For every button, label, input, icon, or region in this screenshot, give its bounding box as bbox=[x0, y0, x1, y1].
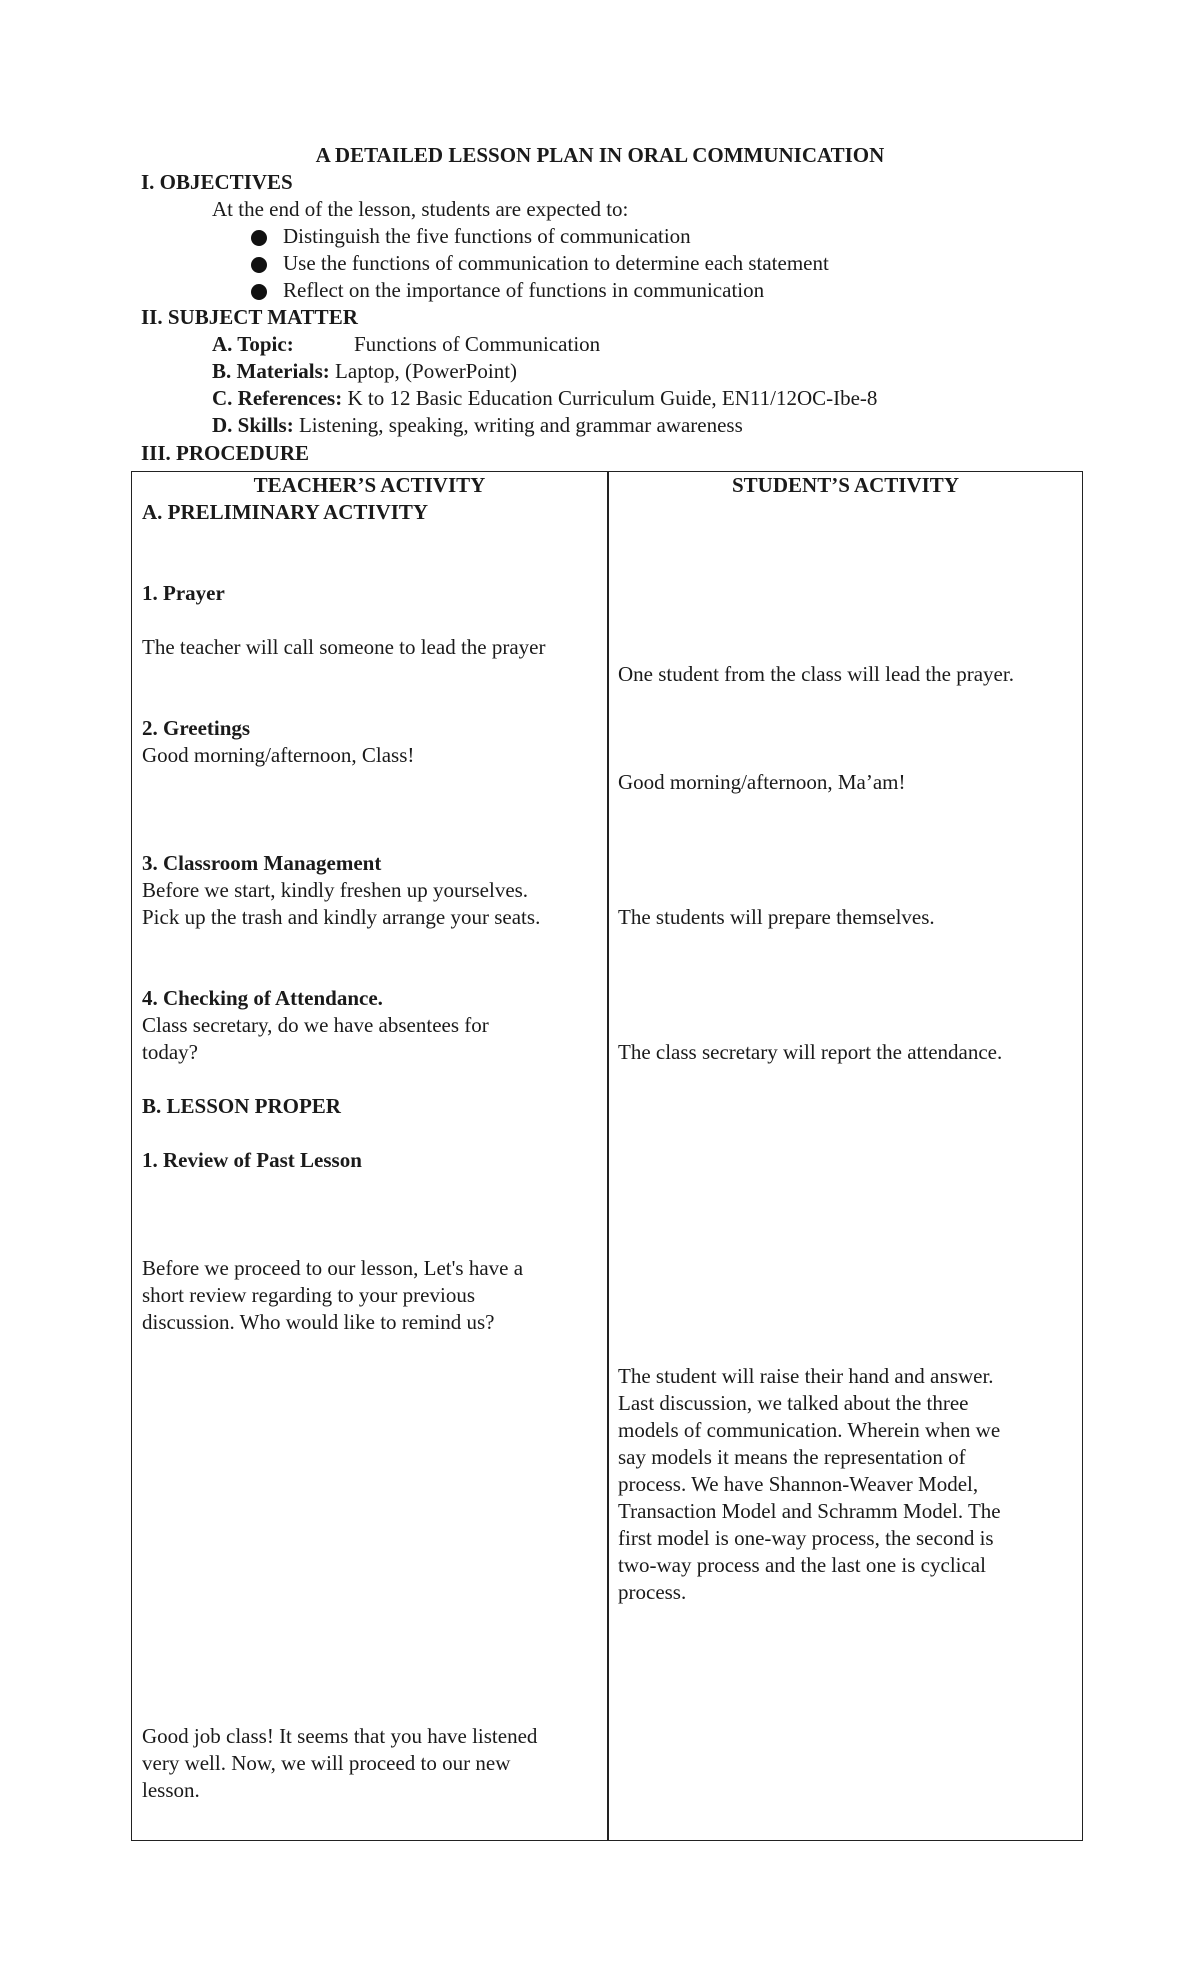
skills-label: D. Skills: bbox=[212, 413, 294, 437]
subject-matter-heading: II. SUBJECT MATTER bbox=[141, 305, 358, 329]
review-student-line: say models it means the representation of bbox=[618, 1445, 966, 1469]
attendance-teacher-line: Class secretary, do we have absentees for bbox=[142, 1013, 489, 1037]
objectives-heading: I. OBJECTIVES bbox=[141, 170, 293, 194]
review-student-line: models of communication. Wherein when we bbox=[618, 1418, 1001, 1442]
materials-line bbox=[212, 358, 517, 385]
objective-item: Use the functions of communication to determine each statement bbox=[283, 251, 829, 275]
column-divider bbox=[607, 472, 609, 1840]
review-student-line: process. We have Shannon-Weaver Model, bbox=[618, 1472, 979, 1496]
prayer-student-text: One student from the class will lead the prayer. bbox=[618, 662, 1014, 686]
attendance-student-text: The class secretary will report the attendance. bbox=[618, 1040, 1003, 1064]
review-student-line: Transaction Model and Schramm Model. The bbox=[618, 1499, 1001, 1523]
skills-line bbox=[212, 412, 743, 439]
page-title: A DETAILED LESSON PLAN IN ORAL COMMUNICATION bbox=[315, 143, 885, 167]
prayer-teacher-text: The teacher will call someone to lead the prayer bbox=[142, 635, 546, 659]
materials-label: B. Materials: bbox=[212, 359, 330, 383]
student-activity-header: STUDENT’S ACTIVITY bbox=[732, 473, 959, 497]
attendance-heading: 4. Checking of Attendance. bbox=[142, 986, 383, 1010]
attendance-teacher-line: today? bbox=[142, 1040, 198, 1064]
review-teacher-line: Before we proceed to our lesson, Let's have a bbox=[142, 1256, 524, 1280]
review-teacher-line: short review regarding to your previous bbox=[142, 1283, 475, 1307]
teacher-activity-header: TEACHER’S ACTIVITY bbox=[253, 473, 486, 497]
review-student-line: first model is one-way process, the second is bbox=[618, 1526, 994, 1550]
review-teacher-line: discussion. Who would like to remind us? bbox=[142, 1310, 495, 1334]
bullet-icon bbox=[251, 284, 267, 300]
skills-value: Listening, speaking, writing and grammar awareness bbox=[293, 413, 743, 437]
management-teacher-line: Before we start, kindly freshen up yourselves. bbox=[142, 878, 529, 902]
review-student-line: two-way process and the last one is cyclical bbox=[618, 1553, 986, 1577]
greetings-teacher-text: Good morning/afternoon, Class! bbox=[142, 743, 415, 767]
management-teacher-line: Pick up the trash and kindly arrange your seats. bbox=[142, 905, 541, 929]
procedure-table bbox=[131, 471, 1083, 1841]
review-student-line: Last discussion, we talked about the three bbox=[618, 1391, 969, 1415]
review-heading: 1. Review of Past Lesson bbox=[142, 1148, 362, 1172]
bullet-icon bbox=[251, 230, 267, 246]
closing-teacher-line: very well. Now, we will proceed to our new bbox=[142, 1751, 511, 1775]
prayer-heading: 1. Prayer bbox=[142, 581, 225, 605]
references-value: K to 12 Basic Education Curriculum Guide, EN11/12OC-Ibe-8 bbox=[342, 386, 878, 410]
closing-teacher-line: lesson. bbox=[142, 1778, 200, 1802]
references-label: C. References: bbox=[212, 386, 343, 410]
review-student-line: process. bbox=[618, 1580, 687, 1604]
closing-teacher-line: Good job class! It seems that you have listened bbox=[142, 1724, 538, 1748]
references-line bbox=[212, 385, 877, 412]
bullet-icon bbox=[251, 257, 267, 273]
greetings-heading: 2. Greetings bbox=[142, 716, 251, 740]
greetings-student-text: Good morning/afternoon, Ma’am! bbox=[618, 770, 906, 794]
procedure-heading: III. PROCEDURE bbox=[141, 441, 310, 465]
materials-value: Laptop, (PowerPoint) bbox=[329, 359, 518, 383]
topic-label: A. Topic: bbox=[212, 332, 294, 356]
lesson-proper-heading: B. LESSON PROPER bbox=[142, 1094, 341, 1118]
classroom-management-heading: 3. Classroom Management bbox=[142, 851, 382, 875]
topic-value: Functions of Communication bbox=[354, 332, 601, 356]
management-student-text: The students will prepare themselves. bbox=[618, 905, 935, 929]
objective-item: Distinguish the five functions of communication bbox=[283, 224, 691, 248]
objectives-intro: At the end of the lesson, students are expected to: bbox=[212, 197, 629, 221]
preliminary-activity-heading: A. PRELIMINARY ACTIVITY bbox=[142, 500, 429, 524]
review-student-line: The student will raise their hand and answer. bbox=[618, 1364, 994, 1388]
objective-item: Reflect on the importance of functions in communication bbox=[283, 278, 765, 302]
